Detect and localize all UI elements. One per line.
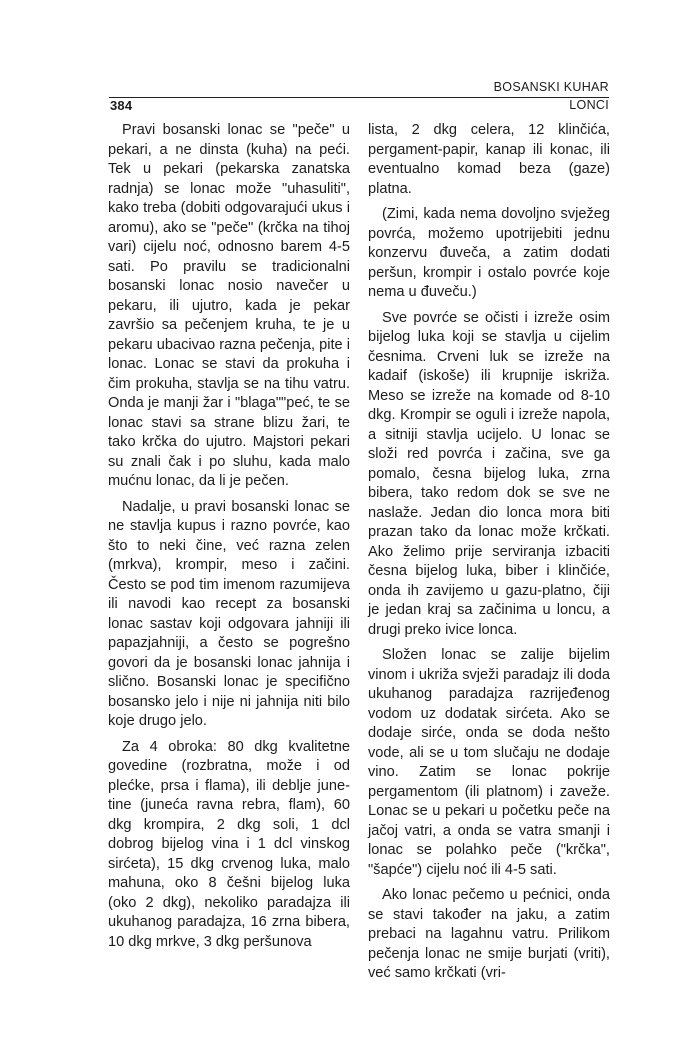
paragraph: Sve povrće se očisti i izreže osim bijelog luka koji se stavlja u cijelim česnima. Crveni luk se izreže na kadaif (iskoše) ili krupnije iskriža. Meso se izreže na komade od 8-10 dkg. Krompir se oguli i izreže napola, a sitniji stavlja ucijelo. U lonac se složi red povrća i začina, sve ga pomalo, česna bijelog luka, zrna bibera, tako redom dok se sve ne naslaže. Jedan dio lonca mora biti prazan tako da lonac može krčkati. Ako želimo prije serviranja izbaciti česna bijelog luka, biber i klinčiće, onda ih zavijemo u gazu-platno, čiji je jedan kraj sa začinima u loncu, a drugi preko ivice lonca. (368, 309, 610, 638)
paragraph: Pravi bosanski lonac se "peče" u pekari, a ne dinsta (kuha) na peći. Tek u pekari (pekarska zanatska radnja) se lonac može "uhasuliti", kako treba (dobiti odgovarajući ukus i aromu), ako se "peče" (krčka na tihoj vari) cijelu noć, odnosno barem 4-5 sati. Po pravilu se tradicionalni bosanski lonac nosio navečer u pekaru, ili ujutro, kada je pekar završio sa pečenjem kruha, te je u pekaru ubacivao razna pečenja, pite i lonac. Lonac se stavi da prokuha i čim prokuha, stavlja se na tihu vatru. Onda je manji žar i "blaga""peć, te se lonac stavi sa strane blizu žari, te tako krčka do ujutro. Majstori pekari su znali čak i po sluhu, kada malo mućnu lonac, da li je pečen. (108, 122, 350, 489)
paragraph: Nadalje, u pravi bosanski lonac se ne stavlja kupus i razno povrće, kao što to neki čine, već razna zelen (mrkva), krompir, meso i začini. Često se pod tim imenom razumijeva ili navodi kao recept za bosanski lonac sastav koji odgovara jahniji ili papazjahniji, a često se pogrešno govori da je bosanski lonac jahnija i slično. Bosanski lonac je specifično bosansko jelo i nije ni jahnija niti bilo koje drugo jelo. (108, 498, 350, 729)
header-rule (109, 97, 609, 98)
paragraph: Za 4 obroka: 80 dkg kvalitetne govedine (rozbratna, može i od plećke, prsa i flama), ili deblje junetine (juneća ravna rebra, flam), 60 dkg krompira, 2 dkg soli, 1 dcl dobrog bijelog vina i 1 dcl vinskog sirćeta), 15 dkg crvenog luka, malo mahuna, oko 8 češni bijelog luka (oko 2 dkg), nekoliko paradajza ili ukuhanog paradajza, 16 zrna bibera, 10 dkg mrkve, 3 dkg peršunova (108, 738, 350, 950)
left-column (108, 121, 350, 958)
right-column (368, 121, 610, 990)
chapter-title: LONCI (569, 98, 609, 112)
paragraph: Ako lonac pečemo u pećnici, onda se stavi također na jaku, a zatim prebaci na lagahnu vatru. Prilikom pečenja lonac ne smije burjati (vriti), već samo krčkati (vri- (368, 887, 610, 981)
page-number: 384 (110, 98, 133, 113)
paragraph: Složen lonac se zalije bijelim vinom i ukriža svježi paradajz ili doda ukuhanog paradajza razrijeđenog vodom uz dodatak sirćeta. Ako se dodaje sirće, onda se doda nešto vode, ali se u tom slučaju ne dodaje vino. Zatim se lonac pokrije pergamentom (ili platnom) i zaveže. Lonac se u pekari u početku peče na jačoj vatri, a onda se vatra smanji i lonac se polahko peče ("krčka", "šapće") cijelu noć ili 4-5 sati. (368, 647, 610, 878)
paragraph: lista, 2 dkg celera, 12 klinčića, pergament-papir, kanap ili konac, ili eventualno komad beza (gaze) platna. (368, 122, 610, 197)
paragraph: (Zimi, kada nema dovoljno svježeg povrća, možemo upotrijebiti jednu konzervu đuveča, a zatim dodati peršun, krompir i ostalo povrće koje nema u đuveču.) (368, 206, 610, 300)
book-title: BOSANSKI KUHAR (493, 80, 609, 94)
